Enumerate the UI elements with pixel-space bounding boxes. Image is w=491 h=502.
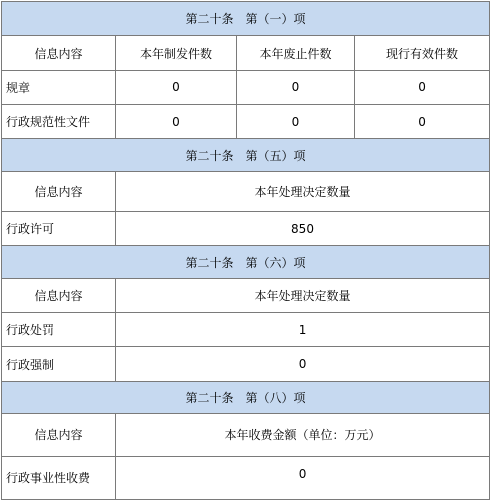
section-header-row	[2, 139, 490, 171]
column-header: 信息内容	[2, 171, 116, 211]
section-title: 第二十条 第（五）项	[2, 139, 490, 171]
table-cell: 0	[116, 105, 237, 139]
row-label: 行政规范性文件	[2, 105, 116, 139]
row-label: 行政强制	[2, 347, 116, 381]
table-cell: 0	[116, 347, 490, 381]
column-header-row	[2, 414, 490, 456]
row-label: 行政事业性收费	[2, 456, 116, 500]
table-cell: 0	[355, 70, 490, 104]
row-label: 行政许可	[2, 212, 116, 246]
column-header-row	[2, 36, 490, 70]
table-cell: 0	[237, 105, 355, 139]
column-header: 本年制发件数	[116, 36, 237, 70]
table-cell: 850	[116, 212, 490, 246]
column-header: 本年处理决定数量	[116, 171, 490, 211]
section-title: 第二十条 第（八）项	[2, 381, 490, 413]
table-row	[2, 347, 490, 381]
table-row	[2, 105, 490, 139]
table-cell: 0	[237, 70, 355, 104]
column-header: 现行有效件数	[355, 36, 490, 70]
column-header: 信息内容	[2, 36, 116, 70]
row-label: 行政处罚	[2, 313, 116, 347]
table-cell: 0	[116, 456, 490, 500]
section-header-row	[2, 246, 490, 278]
column-header-row	[2, 171, 490, 211]
table-row	[2, 456, 490, 500]
column-header-row	[2, 278, 490, 312]
column-header: 本年废止件数	[237, 36, 355, 70]
table-row	[2, 212, 490, 246]
column-header: 信息内容	[2, 278, 116, 312]
section-title: 第二十条 第（一）项	[2, 2, 490, 36]
section-header-row	[2, 2, 490, 36]
section-header-row	[2, 381, 490, 413]
column-header: 信息内容	[2, 414, 116, 456]
row-label: 规章	[2, 70, 116, 104]
column-header: 本年处理决定数量	[116, 278, 490, 312]
table-row	[2, 70, 490, 104]
table-row	[2, 313, 490, 347]
disclosure-table	[1, 1, 490, 500]
section-title: 第二十条 第（六）项	[2, 246, 490, 278]
table-cell: 0	[355, 105, 490, 139]
column-header: 本年收费金额（单位：万元）	[116, 414, 490, 456]
table-cell: 0	[116, 70, 237, 104]
table-cell: 1	[116, 313, 490, 347]
